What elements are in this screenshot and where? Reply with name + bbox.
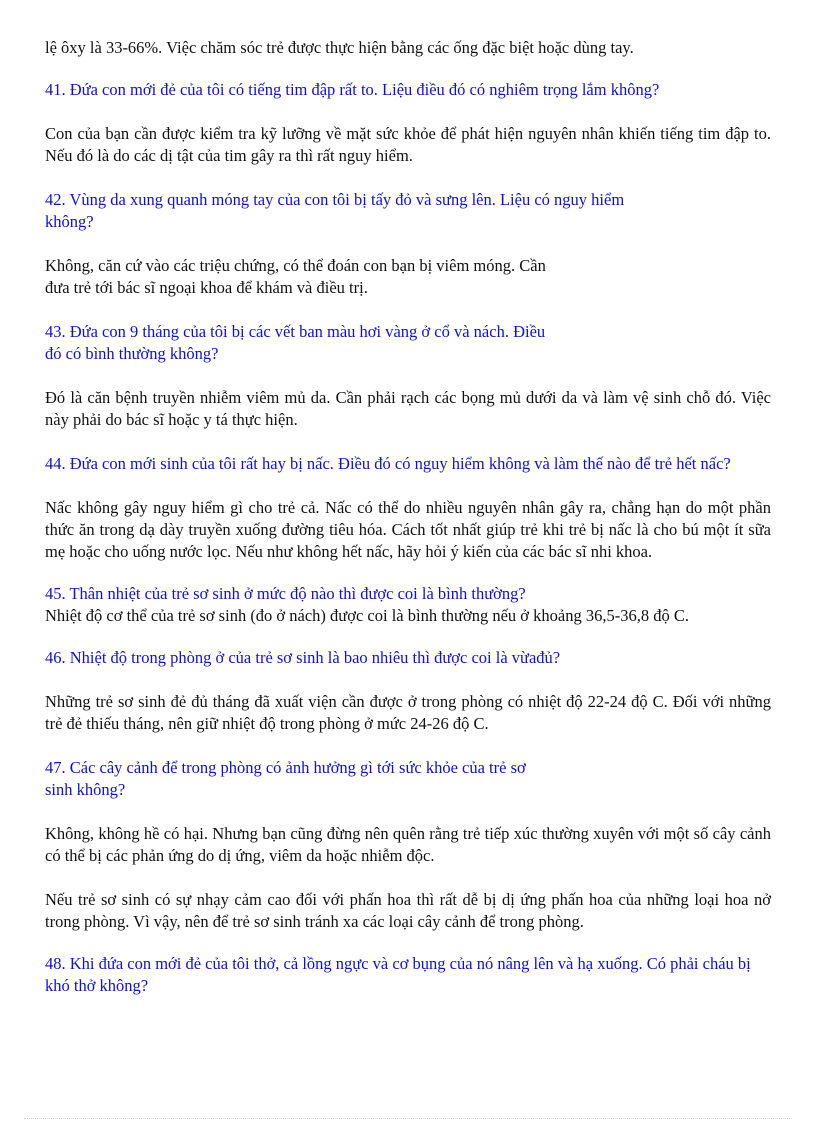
- answer-45: Nhiệt độ cơ thể của trẻ sơ sinh (đo ở nách) được coi là bình thường nếu ở khoảng 36,5-36,8 độ C.: [45, 606, 689, 625]
- question-48: 48. Khi đứa con mới đẻ của tôi thở, cả lồng ngực và cơ bụng của nó nâng lên và hạ xuống. Có phải cháu bị khó thở không?: [45, 954, 751, 995]
- question-45: 45. Thân nhiệt của trẻ sơ sinh ở mức độ nào thì được coi là bình thường?: [45, 584, 526, 603]
- question-42-line-2: không?: [45, 212, 94, 231]
- question-47-line-1: 47. Các cây cảnh để trong phòng có ảnh hưởng gì tới sức khỏe của trẻ sơ: [45, 758, 526, 777]
- question-43-line-1: 43. Đứa con 9 tháng của tôi bị các vết ban màu hơi vàng ở cổ và nách. Điều: [45, 322, 546, 341]
- question-46: 46. Nhiệt độ trong phòng ở của trẻ sơ sinh là bao nhiêu thì được coi là vừađủ?: [45, 648, 561, 667]
- question-43: [45, 321, 771, 365]
- answer-42-line-2: đưa trẻ tới bác sĩ ngoại khoa để khám và điều trị.: [45, 278, 368, 297]
- document-page: [45, 37, 771, 997]
- answer-47-paragraph-1: Không, không hề có hại. Nhưng bạn cũng đừng nên quên rằng trẻ tiếp xúc thường xuyên với một số cây cảnh có thể bị các phản ứng do dị ứng, viêm da hoặc nhiễm độc.: [45, 824, 771, 865]
- question-47-line-2: sinh không?: [45, 780, 126, 799]
- page-bottom-divider: [24, 1118, 792, 1119]
- question-43-line-2: đó có bình thường không?: [45, 344, 219, 363]
- answer-47-paragraph-2: Nếu trẻ sơ sinh có sự nhạy cảm cao đối với phấn hoa thì rất dễ bị dị ứng phấn hoa của những loại hoa nở trong phòng. Vì vậy, nên để trẻ sơ sinh tránh xa các loại cây cảnh để trong phòng.: [45, 890, 771, 931]
- intro-paragraph: lệ ôxy là 33-66%. Việc chăm sóc trẻ được thực hiện bằng các ống đặc biệt hoặc dùng tay.: [45, 38, 634, 57]
- answer-42: [45, 255, 771, 299]
- answer-42-line-1: Không, căn cứ vào các triệu chứng, có thể đoán con bạn bị viêm móng. Cần: [45, 256, 546, 275]
- question-44: 44. Đứa con mới sinh của tôi rất hay bị nấc. Điều đó có nguy hiểm không và làm thế nào để trẻ hết nấc?: [45, 454, 731, 473]
- question-41: 41. Đứa con mới đẻ của tôi có tiếng tim đập rất to. Liệu điều đó có nghiêm trọng lắm không?: [45, 80, 660, 99]
- question-42: [45, 189, 771, 233]
- question-47: [45, 757, 771, 801]
- answer-46: Những trẻ sơ sinh đẻ đủ tháng đã xuất viện cần được ở trong phòng có nhiệt độ 22-24 độ C. Đối với những trẻ đẻ thiếu tháng, nên giữ nhiệt độ trong phòng ở mức 24-26 độ C.: [45, 692, 771, 733]
- answer-43: Đó là căn bệnh truyền nhiễm viêm mủ da. Cần phải rạch các bọng mủ dưới da và làm vệ sinh chỗ đó. Việc này phải do bác sĩ hoặc y tá thực hiện.: [45, 388, 771, 429]
- answer-41: Con của bạn cần được kiểm tra kỹ lưỡng về mặt sức khỏe để phát hiện nguyên nhân khiến tiếng tim đập to. Nếu đó là do các dị tật của tim gây ra thì rất nguy hiểm.: [45, 124, 771, 165]
- question-42-line-1: 42. Vùng da xung quanh móng tay của con tôi bị tấy đỏ và sưng lên. Liệu có nguy hiểm: [45, 190, 625, 209]
- answer-44: Nấc không gây nguy hiểm gì cho trẻ cả. Nấc có thể do nhiều nguyên nhân gây ra, chẳng hạn do một phần thức ăn trong dạ dày truyền xuống đường tiêu hóa. Cách tốt nhất giúp trẻ khi trẻ bị nấc là cho bú một ít sữa mẹ hoặc cho uống nước lọc. Nếu như không hết nấc, hãy hỏi ý kiến của các bác sĩ nhi khoa.: [45, 498, 771, 561]
